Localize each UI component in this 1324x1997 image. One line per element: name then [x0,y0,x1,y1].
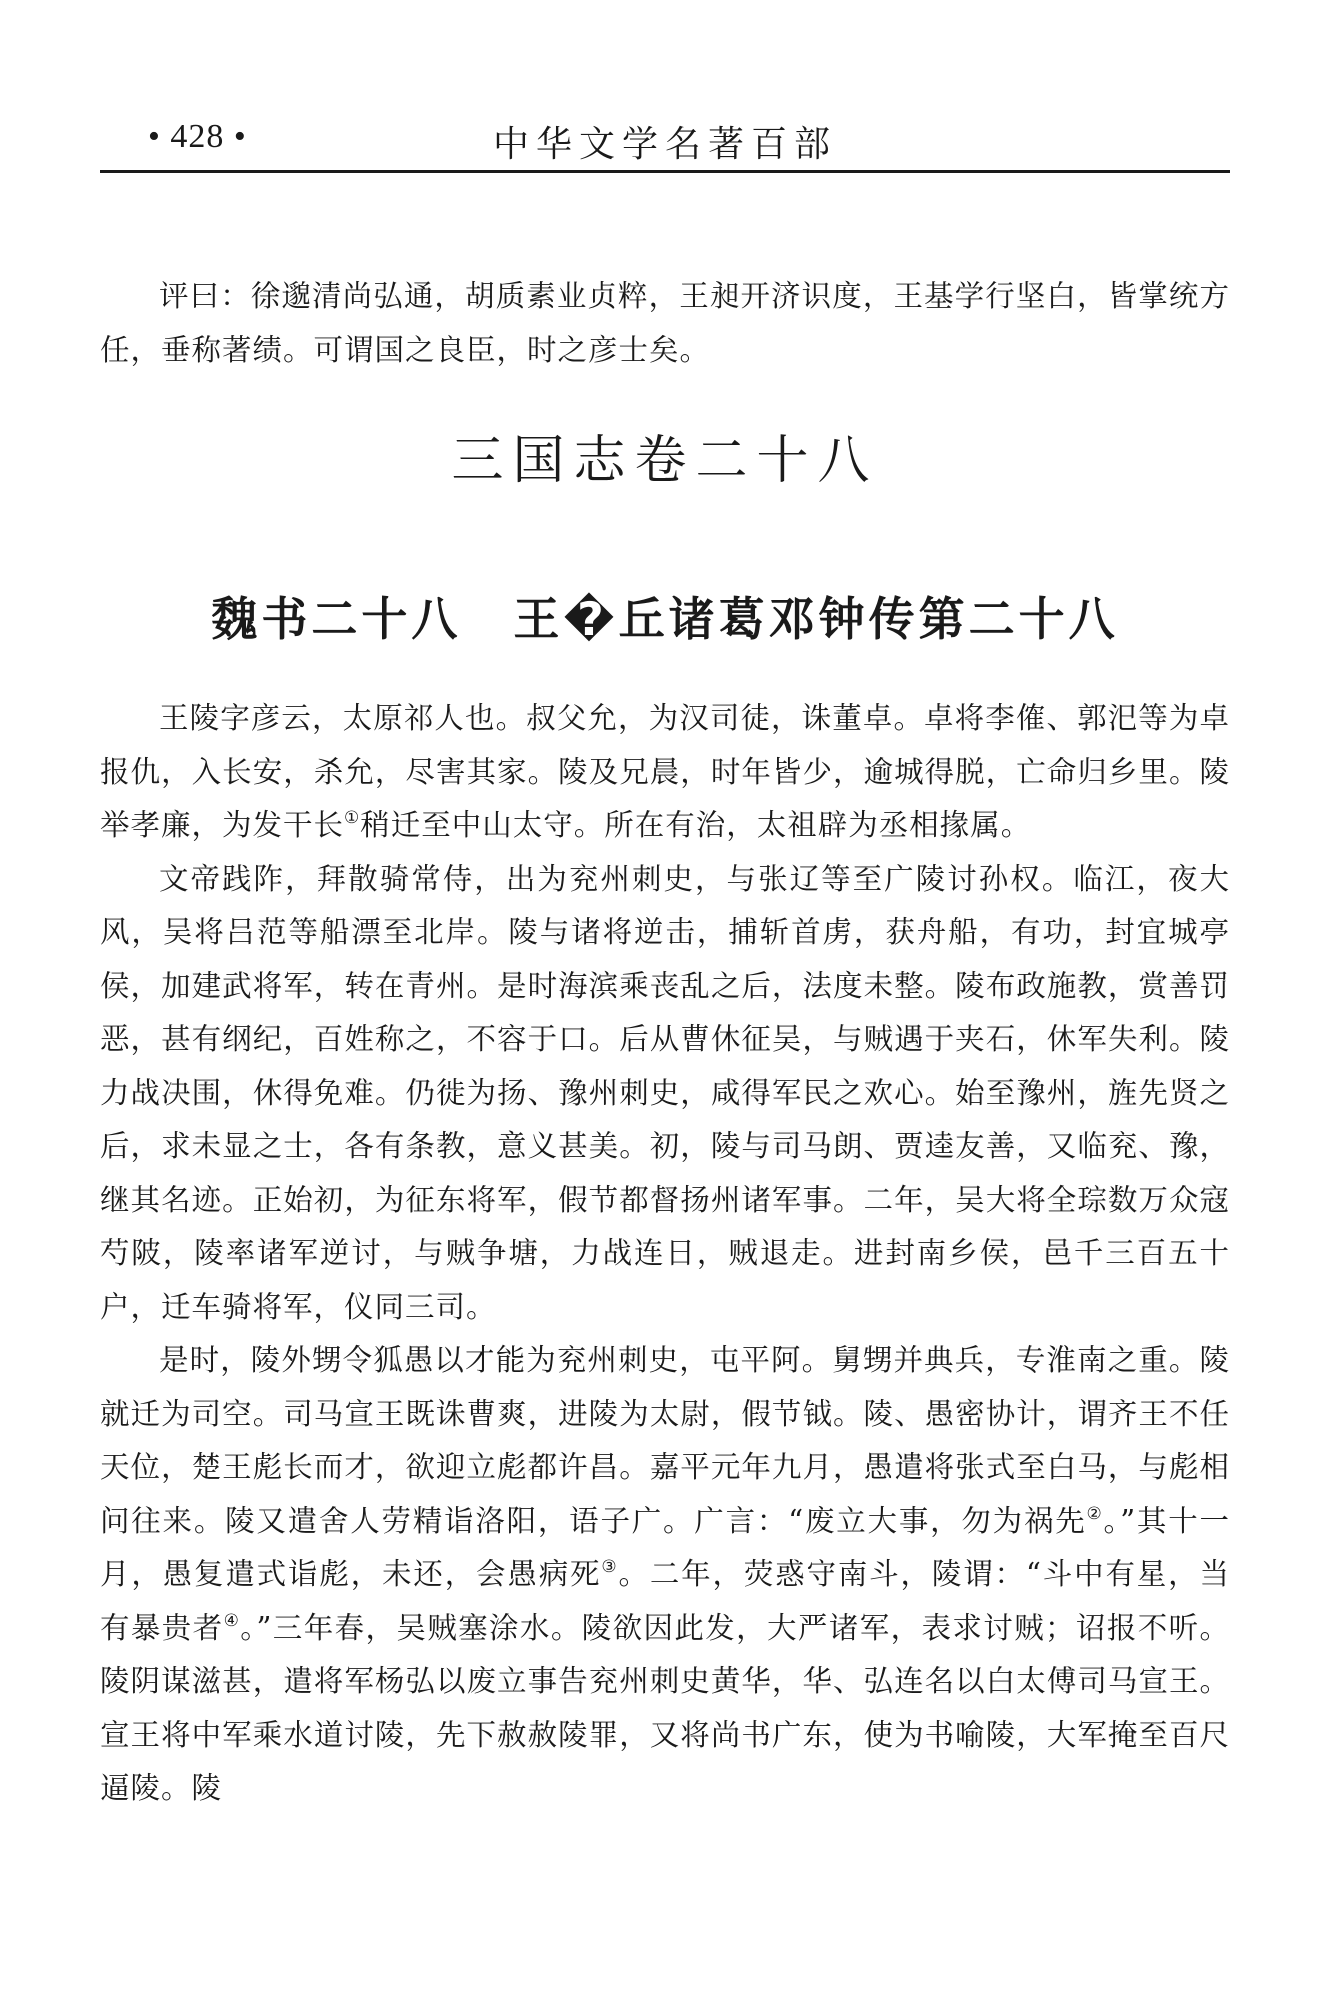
body-paragraph [100,692,1230,853]
page-number: • 428 • [148,118,247,155]
paragraph-text: 文帝践阼，拜散骑常侍，出为兖州刺史，与张辽等至广陵讨孙权。临江，夜大风，吴将吕范等船漂至北岸。陵与诸将逆击，捕斩首虏，获舟船，有功，封宜城亭侯，加建武将军，转在青州。是时海滨乘丧乱之后，法度未整。陵布政施教，赏善罚恶，甚有纲纪，百姓称之，不容于口。后从曹休征吴，与贼遇于夹石，休军失利。陵力战决围，休得免难。仍徙为扬、豫州刺史，咸得军民之欢心。始至豫州，旌先贤之后，求未显之士，各有条教，意义甚美。初，陵与司马朗、贾逵友善，又临兖、豫，继其名迹。正始初，为征东将军，假节都督扬州诸军事。二年，吴大将全琮数万众寇芍陂，陵率诸军逆讨，与贼争塘，力战连日，贼退走。进封南乡侯，邑千三百五十户，迁车骑将军，仪同三司。 [100,861,1230,1324]
commentary-paragraph [100,270,1230,377]
footnote-marker: ④ [223,1610,241,1631]
main-text [100,692,1230,1816]
chapter-title [100,583,1230,649]
paragraph-text: 王陵字彦云，太原祁人也。叔父允，为汉司徒，诛董卓。卓将李傕、郭汜等为卓报仇，入长安，杀允，尽害其家。陵及兄晨，时年皆少，逾城得脱，亡命归乡里。陵举孝廉，为发干长 [100,701,1230,842]
header-divider [100,170,1230,173]
running-title: 中华文学名著百部 [492,124,837,165]
body-paragraph [100,1334,1230,1816]
footnote-marker: ② [1086,1503,1104,1524]
paragraph-text: 稍迁至中山太守。所在有治，太祖辟为丞相掾属。 [360,808,1032,842]
paragraph-text: 是时，陵外甥令狐愚以才能为兖州刺史，屯平阿。舅甥并典兵，专淮南之重。陵就迁为司空。司马宣王既诛曹爽，进陵为太尉，假节钺。陵、愚密协计，谓齐王不任天位，楚王彪长而才，欲迎立彪都许昌。嘉平元年九月，愚遣将张式至白马，与彪相问往来。陵又遣舍人劳精诣洛阳，语子广。广言：“废立大事，勿为祸先 [100,1343,1230,1538]
footnote-marker: ① [344,808,361,828]
footnote-marker: ③ [601,1557,619,1577]
volume-title: 三国志卷二十八 [451,431,879,491]
chapter-book: 魏书二十八 [211,592,462,646]
paragraph-text: 。”三年春，吴贼塞涂水。陵欲因此发，大严诸军，表求讨贼；诏报不听。陵阴谋滋甚，遣将军杨弘以废立事告兖州刺史黄华，华、弘连名以白太傅司马宣王。宣王将中军乘水道讨陵，先下赦赦陵罪，又将尚书广东，使为书喻陵，大军掩至百尺逼陵。陵 [100,1610,1230,1805]
paragraph-text: 。”其十一月，愚复遣式诣彪，未还，会愚病死 [100,1503,1230,1591]
paragraph-text: 。二年，荧惑守南斗，陵谓：“斗中有星，当有暴贵者 [100,1557,1230,1645]
chapter-name: 王�丘诸葛邓钟传第二十八 [513,592,1119,646]
commentary-text: 评曰：徐邈清尚弘通，胡质素业贞粹，王昶开济识度，王基学行坚白，皆掌统方任，垂称著绩。可谓国之良臣，时之彦士矣。 [100,279,1230,367]
body-paragraph [100,853,1230,1335]
page-header [100,108,1230,168]
